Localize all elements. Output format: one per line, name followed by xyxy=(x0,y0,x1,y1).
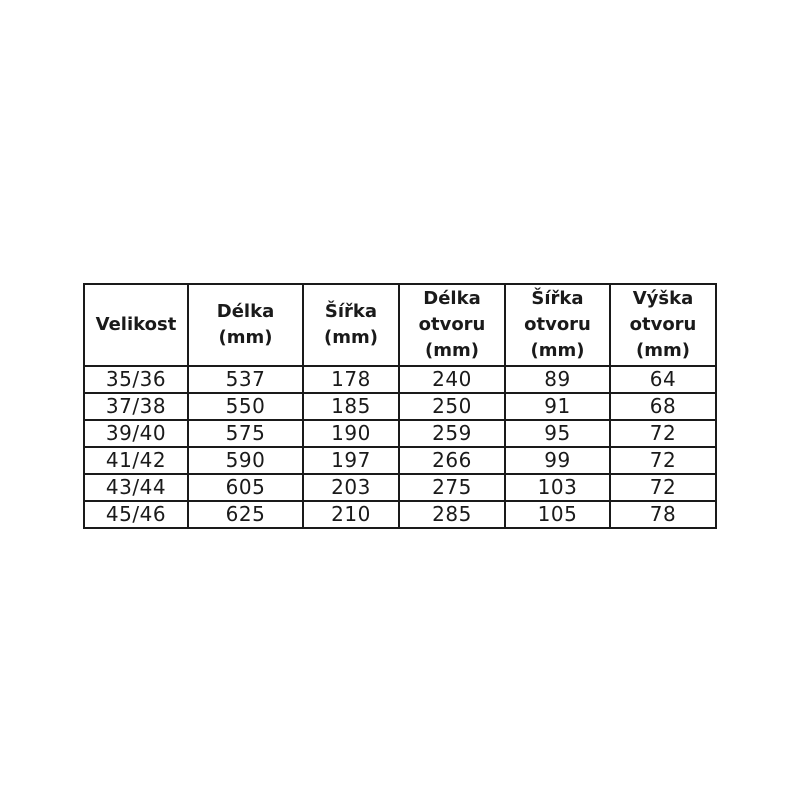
table-cell: 590 xyxy=(188,447,303,474)
table-cell: 537 xyxy=(188,366,303,393)
table-cell: 259 xyxy=(399,420,505,447)
table-cell: 72 xyxy=(610,474,716,501)
size-cell: 43/44 xyxy=(84,474,188,501)
table-cell: 266 xyxy=(399,447,505,474)
table-cell: 72 xyxy=(610,420,716,447)
table-row xyxy=(84,366,716,393)
table-cell: 210 xyxy=(303,501,399,528)
size-cell: 45/46 xyxy=(84,501,188,528)
table-row xyxy=(84,420,716,447)
header-cell-line: Délka xyxy=(423,288,481,309)
header-cell-line: Šířka xyxy=(324,301,378,322)
header-cell-line: otvoru xyxy=(629,314,697,335)
table-row xyxy=(84,393,716,420)
header-cell-line: (mm) xyxy=(530,340,585,361)
size-cell: 41/42 xyxy=(84,447,188,474)
table-header xyxy=(84,284,716,366)
table-cell: 64 xyxy=(610,366,716,393)
header-cell xyxy=(84,284,188,366)
header-cell-line: Délka xyxy=(216,301,275,322)
header-cell-line: (mm) xyxy=(218,327,273,348)
table-cell: 89 xyxy=(505,366,610,393)
size-cell: 37/38 xyxy=(84,393,188,420)
header-cell-line: (mm) xyxy=(425,340,479,361)
table-header-row xyxy=(84,284,716,366)
header-cell xyxy=(610,284,716,366)
size-chart-table-container xyxy=(83,283,717,529)
table-row xyxy=(84,474,716,501)
table-cell: 185 xyxy=(303,393,399,420)
header-cell-line: Šířka xyxy=(531,288,584,309)
table-cell: 285 xyxy=(399,501,505,528)
table-cell: 72 xyxy=(610,447,716,474)
table-cell: 91 xyxy=(505,393,610,420)
size-cell: 35/36 xyxy=(84,366,188,393)
table-cell: 190 xyxy=(303,420,399,447)
header-cell-line: Velikost xyxy=(95,314,177,335)
table-cell: 95 xyxy=(505,420,610,447)
table-cell: 203 xyxy=(303,474,399,501)
table-row xyxy=(84,501,716,528)
header-cell xyxy=(505,284,610,366)
table-body xyxy=(84,366,716,528)
size-chart-table xyxy=(83,283,717,529)
table-cell: 240 xyxy=(399,366,505,393)
table-cell: 575 xyxy=(188,420,303,447)
header-cell-line: Výška xyxy=(632,288,694,309)
table-cell: 550 xyxy=(188,393,303,420)
table-cell: 605 xyxy=(188,474,303,501)
size-cell: 39/40 xyxy=(84,420,188,447)
table-cell: 625 xyxy=(188,501,303,528)
table-cell: 99 xyxy=(505,447,610,474)
table-cell: 105 xyxy=(505,501,610,528)
header-cell-line: otvoru xyxy=(418,314,486,335)
header-cell-line: (mm) xyxy=(324,327,378,348)
table-cell: 178 xyxy=(303,366,399,393)
table-cell: 197 xyxy=(303,447,399,474)
header-cell xyxy=(399,284,505,366)
header-cell-line: (mm) xyxy=(636,340,690,361)
table-cell: 275 xyxy=(399,474,505,501)
header-cell-line: otvoru xyxy=(524,314,591,335)
header-cell xyxy=(303,284,399,366)
table-cell: 250 xyxy=(399,393,505,420)
table-cell: 78 xyxy=(610,501,716,528)
header-cell xyxy=(188,284,303,366)
table-row xyxy=(84,447,716,474)
table-cell: 68 xyxy=(610,393,716,420)
table-cell: 103 xyxy=(505,474,610,501)
